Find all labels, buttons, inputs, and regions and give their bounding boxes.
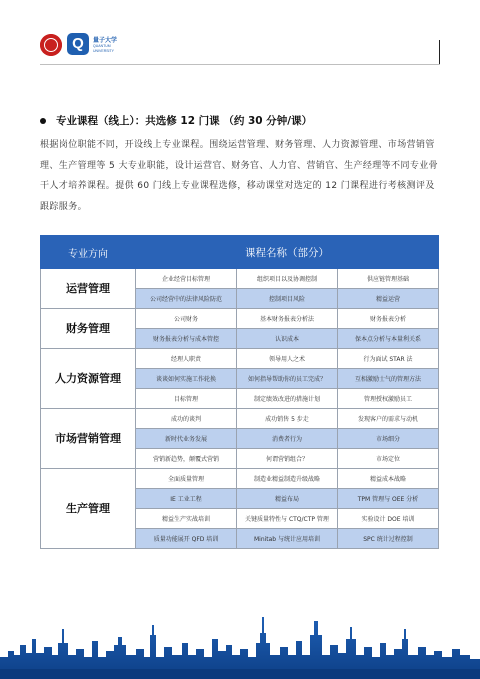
- course-cell: 关键质量特性与 CTQ/CTP 管理: [237, 509, 338, 529]
- table-row: [41, 469, 439, 489]
- course-cell: 谈谈如何实施工作轮换: [136, 369, 237, 389]
- course-cell: 公司经营中的法律风险防范: [136, 289, 237, 309]
- course-cell: 何谓营销组合？: [237, 449, 338, 469]
- course-cell: 目标管理: [136, 389, 237, 409]
- section-title-text: 专业课程（线上）：共选修 12 门课 （约 30 分钟/课）: [56, 115, 313, 127]
- course-cell: 供应链管理基础: [338, 269, 439, 289]
- course-cell: SPC 统计过程控制: [338, 529, 439, 549]
- header-direction: 专业方向: [41, 236, 136, 269]
- table-row: [41, 269, 439, 289]
- course-cell: IE 工业工程: [136, 489, 237, 509]
- course-table: [40, 235, 439, 549]
- course-cell: 精益运营: [338, 289, 439, 309]
- course-cell: 全面质量管理: [136, 469, 237, 489]
- header-corner-mark: [439, 40, 440, 64]
- course-cell: 营销新趋势，颠覆式营销: [136, 449, 237, 469]
- course-table-body: [41, 269, 439, 549]
- table-row: [41, 309, 439, 329]
- course-cell: 企业经营目标管理: [136, 269, 237, 289]
- section-title: [40, 113, 312, 128]
- city-skyline-image: [0, 599, 480, 679]
- course-cell: 经理人职责: [136, 349, 237, 369]
- course-cell: 保本点分析与本量利关系: [338, 329, 439, 349]
- course-cell: 制定绩效改进的措施计划: [237, 389, 338, 409]
- brand-name: 量子大学: [93, 37, 118, 44]
- header-divider: [40, 64, 440, 65]
- university-seal-icon: [40, 34, 62, 56]
- table-header-row: [41, 236, 439, 269]
- course-cell: 成功的谈判: [136, 409, 237, 429]
- course-cell: 精益生产实战培训: [136, 509, 237, 529]
- course-cell: 发现客户的需求与动机: [338, 409, 439, 429]
- course-cell: 如何指导帮助你的员工完成？: [237, 369, 338, 389]
- course-cell: 行为面试 STAR 法: [338, 349, 439, 369]
- course-cell: 消费者行为: [237, 429, 338, 449]
- section-paragraph: 根据岗位职能不同，开设线上专业课程。围绕运营管理、财务管理、人力资源管理、市场营销管理、生产管理等 5 大专业职能，设计运营官、财务官、人力官、营销官、生产经理等不同专业骨干人才培养课程。提供 60 门线上专业课程选修，移动课堂对选定的 12 门课程进行考核测评及跟踪服务。: [40, 140, 439, 212]
- course-cell: 精益布局: [237, 489, 338, 509]
- course-cell: 精益成本战略: [338, 469, 439, 489]
- course-cell: 互相激励士气的管理方法: [338, 369, 439, 389]
- brand-subtitle: QUANTUM UNIVERSITY: [93, 44, 115, 53]
- course-cell: 成功销售 5 步走: [237, 409, 338, 429]
- course-cell: 市场细分: [338, 429, 439, 449]
- course-cell: 组织项目以及协调控制: [237, 269, 338, 289]
- course-cell: 财务报表分析: [338, 309, 439, 329]
- quantum-logo-icon: Q: [67, 33, 89, 55]
- table-row: [41, 409, 439, 429]
- course-cell: 领导用人之术: [237, 349, 338, 369]
- course-cell: 控制项目风险: [237, 289, 338, 309]
- category-cell: 生产管理: [41, 469, 136, 549]
- category-cell: 人力资源管理: [41, 349, 136, 409]
- category-cell: 运营管理: [41, 269, 136, 309]
- category-cell: 财务管理: [41, 309, 136, 349]
- course-cell: 财务报表分析与成本管控: [136, 329, 237, 349]
- course-cell: 基本财务报表分析法: [237, 309, 338, 329]
- header-course-name: 课程名称（部分）: [136, 236, 439, 269]
- bullet-dot-icon: [40, 118, 46, 124]
- course-cell: 公司财务: [136, 309, 237, 329]
- course-cell: Minitab 与统计应用培训: [237, 529, 338, 549]
- course-cell: 市场定位: [338, 449, 439, 469]
- category-cell: 市场营销管理: [41, 409, 136, 469]
- course-cell: 实验设计 DOE 培训: [338, 509, 439, 529]
- course-cell: 制造业精益制造升级战略: [237, 469, 338, 489]
- page-header: [0, 0, 480, 64]
- course-cell: 质量功能展开 QFD 培训: [136, 529, 237, 549]
- course-cell: 新时代业务发展: [136, 429, 237, 449]
- course-cell: 管理授权激励员工: [338, 389, 439, 409]
- course-cell: 认识成本: [237, 329, 338, 349]
- table-row: [41, 349, 439, 369]
- course-cell: TPM 管理与 OEE 分析: [338, 489, 439, 509]
